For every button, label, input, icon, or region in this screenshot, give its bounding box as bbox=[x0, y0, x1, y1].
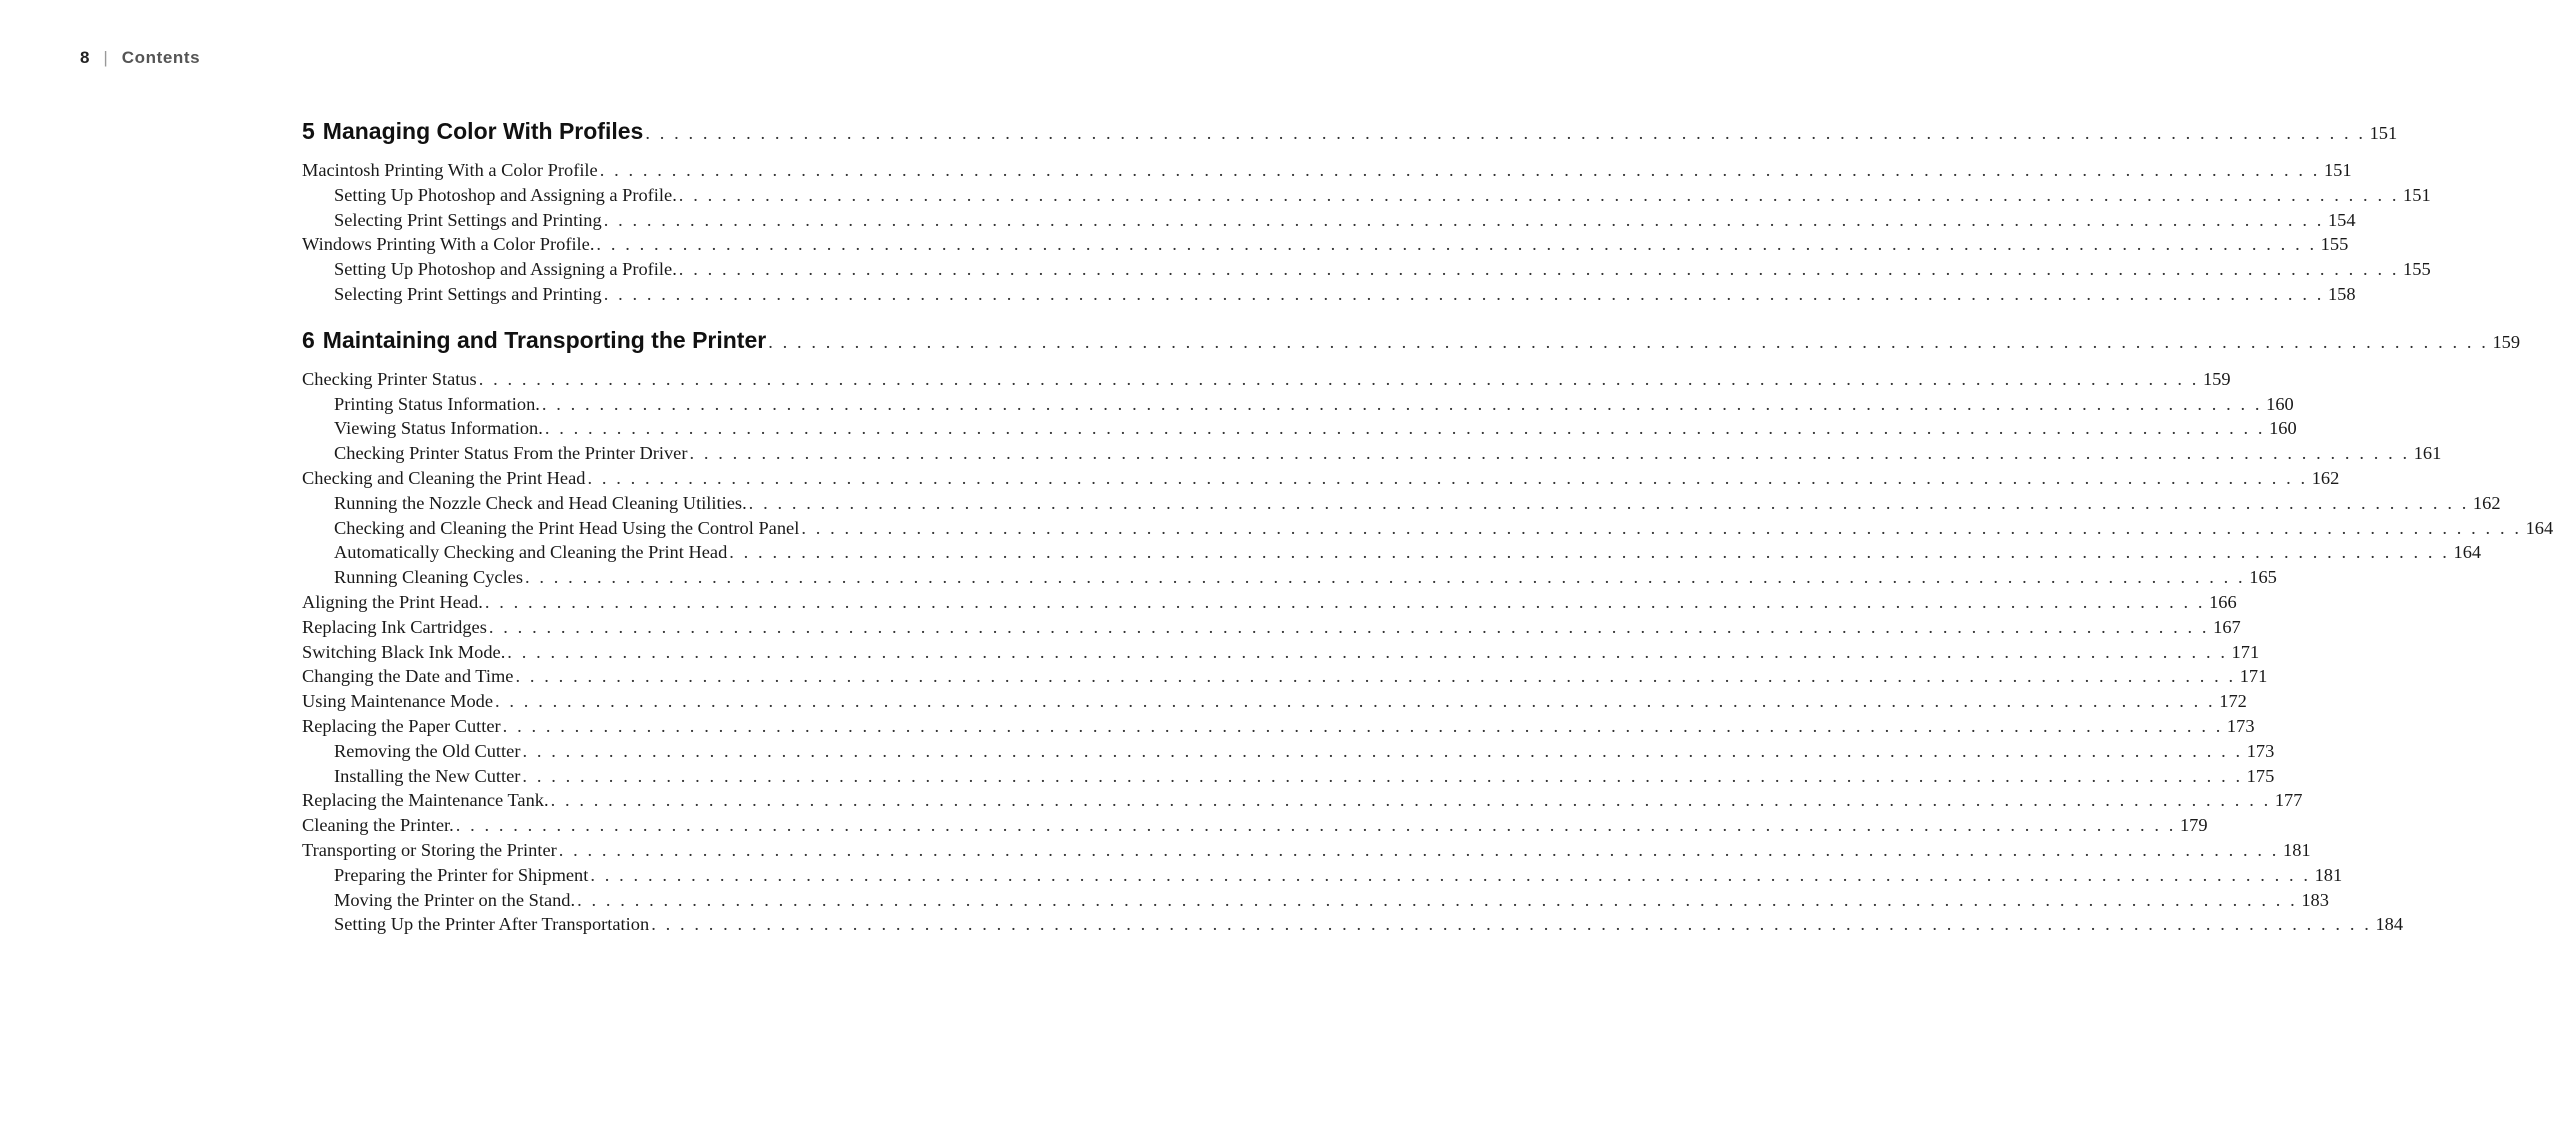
chapter-title bbox=[302, 327, 766, 354]
entry-label: Checking Printer Status bbox=[302, 368, 477, 389]
toc-subentry[interactable] bbox=[302, 209, 2356, 235]
entry-page-number: 167 bbox=[2213, 616, 2241, 637]
section-title: Contents bbox=[121, 48, 201, 67]
entry-page-number: 151 bbox=[2323, 160, 2352, 180]
entry-page-number: 154 bbox=[2327, 209, 2356, 230]
dot-leader: . . . . . . . . . . . . . . . . . . . . . . . . . . . . . . . . . . . . . . . . . . . . . . . . . . . . . . . . . . . . . . . . . . . . . . . . . . . . . . . . . . . . . . . . . . . . . . . . . . . . . . . . . . . . . . . . . . . . . . . . bbox=[603, 209, 2324, 230]
toc-subentry[interactable] bbox=[302, 259, 2431, 284]
entry-page-number: 162 bbox=[2472, 492, 2501, 513]
toc-entry[interactable] bbox=[302, 616, 2241, 642]
entry-label: Replacing Ink Cartridges bbox=[302, 616, 487, 637]
dot-leader: . . . . . . . . . . . . . . . . . . . . . . . . . . . . . . . . . . . . . . . . . . . . . . . . . . . . . . . . . . . . . . . . . . . . . . . . . . . . . . . . . . . . . . . . . . . . . . . . . . . . . . . . . . . . . . . . . . . . . . . . bbox=[678, 184, 2400, 205]
dot-leader: . . . . . . . . . . . . . . . . . . . . . . . . . . . . . . . . . . . . . . . . . . . . . . . . . . . . . . . . . . . . . . . . . . . . . . . . . . . . . . . . . . . . . . . . . . . . . . . . . . . . . . . . . . . . . . . . . . . . . . . . bbox=[577, 889, 2298, 910]
entry-label: Running Cleaning Cycles bbox=[334, 567, 523, 588]
toc-subentry[interactable] bbox=[302, 864, 2343, 890]
dot-leader: . . . . . . . . . . . . . . . . . . . . . . . . . . . . . . . . . . . . . . . . . . . . . . . . . . . . . . . . . . . . . . . . . . . . . . . . . . . . . . . . . . . . . . . . . . . . . . . . . . . . . . . . . . . . . . . . . . . . . . . . bbox=[525, 567, 2246, 588]
toc-subentry[interactable] bbox=[302, 443, 2442, 468]
toc-entry[interactable] bbox=[302, 666, 2268, 691]
running-head bbox=[80, 48, 200, 68]
entry-label: Windows Printing With a Color Profile. bbox=[302, 234, 595, 255]
entry-label: Installing the New Cutter bbox=[334, 765, 521, 786]
toc-subentry[interactable] bbox=[302, 889, 2329, 915]
entry-label: Automatically Checking and Cleaning the Print Head bbox=[334, 542, 728, 563]
entry-page-number: 151 bbox=[2403, 184, 2431, 205]
table-of-contents bbox=[302, 118, 2553, 939]
entry-page-number: 175 bbox=[2246, 765, 2275, 786]
dot-leader: . . . . . . . . . . . . . . . . . . . . . . . . . . . . . . . . . . . . . . . . . . . . . . . . . . . . . . . . . . . . . . . . . . . . . . . . . . . . . . . . . . . . . . . . . . . . . . . . . . . . . . . . . . . . . . . . . . . . . . . . bbox=[541, 393, 2263, 414]
dot-leader: . . . . . . . . . . . . . . . . . . . . . . . . . . . . . . . . . . . . . . . . . . . . . . . . . . . . . . . . . . . . . . . . . . . . . . . . . . . . . . . . . . . . . . . . . . . . . . . . . . . . . . . . . . . . . . . . . . . . . . . . bbox=[801, 517, 2522, 538]
toc-subentry[interactable] bbox=[302, 184, 2431, 210]
chapter-number: 6 bbox=[302, 326, 315, 353]
entry-label: Cleaning the Printer. bbox=[302, 815, 454, 836]
dot-leader: . . . . . . . . . . . . . . . . . . . . . . . . . . . . . . . . . . . . . . . . . . . . . . . . . . . . . . . . . . . . . . . . . . . . . . . . . . . . . . . . . . . . . . . . . . . . . . . . . . . . . . . . . . . . . . . . . . . . . . . . bbox=[599, 160, 2320, 180]
toc-subentry[interactable] bbox=[302, 418, 2297, 443]
entry-page-number: 171 bbox=[2239, 666, 2268, 687]
entry-page-number: 159 bbox=[2202, 368, 2231, 389]
entry-page-number: 183 bbox=[2301, 889, 2329, 910]
header-separator: | bbox=[103, 48, 109, 67]
entry-page-number: 177 bbox=[2274, 790, 2303, 811]
entry-page-number: 179 bbox=[2179, 815, 2208, 836]
chapter-title-text: Maintaining and Transporting the Printer bbox=[322, 326, 767, 353]
toc-subentry[interactable] bbox=[302, 740, 2275, 766]
entry-label: Switching Black Ink Mode. bbox=[302, 641, 506, 662]
entry-page-number: 184 bbox=[2375, 914, 2404, 935]
toc-subentry[interactable] bbox=[302, 542, 2482, 567]
entry-page-number: 181 bbox=[2283, 839, 2311, 860]
dot-leader: . . . . . . . . . . . . . . . . . . . . . . . . . . . . . . . . . . . . . . . . . . . . . . . . . . . . . . . . . . . . . . . . . . . . . . . . . . . . . . . . . . . . . . . . . . . . . . . . . . . . . . . . . . . . . . . . . . . . . . . . bbox=[689, 443, 2410, 464]
dot-leader: . . . . . . . . . . . . . . . . . . . . . . . . . . . . . . . . . . . . . . . . . . . . . . . . . . . . . . . . . . . . . . . . . . . . . . . . . . . . . . . . . . . . . . . . . . . . . . . . . . . . . . . . . . . . . . . . . . . . . . . . bbox=[544, 418, 2266, 439]
entry-page-number: 165 bbox=[2249, 567, 2277, 588]
entry-label: Replacing the Maintenance Tank. bbox=[302, 790, 549, 811]
entry-label: Viewing Status Information. bbox=[334, 418, 543, 439]
dot-leader: . . . . . . . . . . . . . . . . . . . . . . . . . . . . . . . . . . . . . . . . . . . . . . . . . . . . . . . . . . . . . . . . . . . . . . . . . . . . . . . . . . . . . . . . . . . . . . . . . . . . . . . . . . . . . . . . . . . . . . . . bbox=[651, 914, 2372, 935]
dot-leader: . . . . . . . . . . . . . . . . . . . . . . . . . . . . . . . . . . . . . . . . . . . . . . . . . . . . . . . . . . . . . . . . . . . . . . . . . . . . . . . . . . . . . . . . . . . . . . . . . . . . . . . . . . . . . . . . . . . . . . . . bbox=[678, 259, 2400, 280]
entry-label: Replacing the Paper Cutter bbox=[302, 715, 501, 736]
dot-leader: . . . . . . . . . . . . . . . . . . . . . . . . . . . . . . . . . . . . . . . . . . . . . . . . . . . . . . . . . . . . . . . . . . . . . . . . . . . . . . . . . . . . . . . . . . . . . . . . . . . . . . . . . . . . . . . . . . . . . . . . bbox=[495, 691, 2216, 712]
entry-label: Setting Up Photoshop and Assigning a Profile. bbox=[334, 184, 677, 205]
toc-subentry[interactable] bbox=[302, 492, 2501, 518]
toc-entry[interactable] bbox=[302, 234, 2349, 259]
entry-label: Moving the Printer on the Stand. bbox=[334, 889, 576, 910]
entry-page-number: 155 bbox=[2403, 259, 2431, 280]
toc-entry[interactable] bbox=[302, 641, 2260, 667]
toc-entry[interactable] bbox=[302, 368, 2231, 394]
toc-entry[interactable] bbox=[302, 591, 2237, 617]
toc-entry[interactable] bbox=[302, 715, 2255, 741]
dot-leader: . . . . . . . . . . . . . . . . . . . . . . . . . . . . . . . . . . . . . . . . . . . . . . . . . . . . . . . . . . . . . . . . . . . . . . . . . . . . . . . . . . . . . . . . . . . . . . . . . . . . . . . . . . . . . . . . . . . . . . . . bbox=[507, 641, 2228, 662]
entry-page-number: 161 bbox=[2413, 443, 2442, 464]
toc-entry[interactable] bbox=[302, 691, 2247, 716]
chapter-heading[interactable] bbox=[302, 118, 2398, 154]
dot-leader: . . . . . . . . . . . . . . . . . . . . . . . . . . . . . . . . . . . . . . . . . . . . . . . . . . . . . . . . . . . . . . . . . . . . . . . . . . . . . . . . . . . . . . . . . . . . . . . . . . . . . . . . . . . . . . . . . . . . . . . . bbox=[455, 815, 2176, 836]
chapter-heading[interactable] bbox=[302, 326, 2521, 363]
entry-label: Macintosh Printing With a Color Profile bbox=[302, 160, 598, 180]
toc-subentry[interactable] bbox=[302, 517, 2553, 543]
toc-entry[interactable] bbox=[302, 815, 2208, 840]
entry-label: Checking and Cleaning the Print Head bbox=[302, 467, 586, 488]
dot-leader: . . . . . . . . . . . . . . . . . . . . . . . . . . . . . . . . . . . . . . . . . . . . . . . . . . . . . . . . . . . . . . . . . . . . . . . . . . . . . . . . . . . . . . . . . . . . . . . . . . . . . . . . . . . . . . . . . . . . . . . . bbox=[522, 765, 2243, 786]
dot-leader: . . . . . . . . . . . . . . . . . . . . . . . . . . . . . . . . . . . . . . . . . . . . . . . . . . . . . . . . . . . . . . . . . . . . . . . . . . . . . . . . . . . . . . . . . . . . . . . . . . . . . . . . . . . . . . . . . . . . . . . . bbox=[590, 864, 2311, 885]
toc-subentry[interactable] bbox=[302, 393, 2294, 419]
entry-label: Setting Up the Printer After Transportation bbox=[334, 914, 650, 935]
entry-page-number: 166 bbox=[2209, 591, 2237, 612]
toc-subentry[interactable] bbox=[302, 567, 2277, 592]
dot-leader: . . . . . . . . . . . . . . . . . . . . . . . . . . . . . . . . . . . . . . . . . . . . . . . . . . . . . . . . . . . . . . . . . . . . . . . . . . . . . . . . . . . . . . . . . . . . . . . . . . . . . . . . . . . . . . . . . . . . . . . . bbox=[558, 839, 2279, 860]
entry-page-number: 164 bbox=[2453, 542, 2482, 563]
entry-label: Checking Printer Status From the Printer Driver bbox=[334, 443, 688, 464]
entry-page-number: 155 bbox=[2320, 234, 2349, 255]
dot-leader: . . . . . . . . . . . . . . . . . . . . . . . . . . . . . . . . . . . . . . . . . . . . . . . . . . . . . . . . . . . . . . . . . . . . . . . . . . . . . . . . . . . . . . . . . . . . . . . . . . . . . . . . . . . . . . . . . . . . . . . . bbox=[502, 715, 2223, 736]
entry-label: Changing the Date and Time bbox=[302, 666, 514, 687]
chapter-title-text: Managing Color With Profiles bbox=[322, 118, 644, 144]
entry-label: Preparing the Printer for Shipment bbox=[334, 864, 589, 885]
toc-entry[interactable] bbox=[302, 839, 2311, 865]
toc-entry[interactable] bbox=[302, 790, 2303, 815]
entry-label: Checking and Cleaning the Print Head Using the Control Panel bbox=[334, 517, 800, 538]
entry-page-number: 173 bbox=[2246, 740, 2275, 761]
dot-leader: . . . . . . . . . . . . . . . . . . . . . . . . . . . . . . . . . . . . . . . . . . . . . . . . . . . . . . . . . . . . . . . . . . . . . . . . . . . . . . . . . . . . . . . . . . . . . . . . . . . . . . . . . . . . . . . . . . . . . . . . bbox=[596, 234, 2317, 255]
entry-page-number: 171 bbox=[2231, 641, 2260, 662]
dot-leader: . . . . . . . . . . . . . . . . . . . . . . . . . . . . . . . . . . . . . . . . . . . . . . . . . . . . . . . . . . . . . . . . . . . . . . . . . . . . . . . . . . . . . . . . . . . . . . . . . . . . . . . . . . . . . . . . . . . . . . . . bbox=[729, 542, 2450, 563]
entry-page-number: 181 bbox=[2314, 864, 2343, 885]
entry-label: Aligning the Print Head. bbox=[302, 591, 483, 612]
dot-leader: . . . . . . . . . . . . . . . . . . . . . . . . . . . . . . . . . . . . . . . . . . . . . . . . . . . . . . . . . . . . . . . . . . . . . . . . . . . . . . . . . . . . . . . . . . . . . . . . . . . . . . . . . . . . . . . . . . . . . . . . bbox=[515, 666, 2236, 687]
entry-page-number: 162 bbox=[2311, 467, 2340, 488]
chapter-title bbox=[302, 118, 643, 145]
toc-subentry[interactable] bbox=[302, 914, 2404, 939]
chapter-page-number: 151 bbox=[2369, 123, 2398, 143]
dot-leader: . . . . . . . . . . . . . . . . . . . . . . . . . . . . . . . . . . . . . . . . . . . . . . . . . . . . . . . . . . . . . . . . . . . . . . . . . . . . . . . . . . . . . . . . . . . . . . . . . . . . . . . . . . . . . . . . . . . . . . . . bbox=[603, 283, 2324, 304]
dot-leader: . . . . . . . . . . . . . . . . . . . . . . . . . . . . . . . . . . . . . . . . . . . . . . . . . . . . . . . . . . . . . . . . . . . . . . . . . . . . . . . . . . . . . . . . . . . . . . . . . . . . . . . . . . . . . . . . . . . . . . . . bbox=[484, 591, 2206, 612]
entry-page-number: 160 bbox=[2269, 418, 2297, 439]
entry-label: Selecting Print Settings and Printing bbox=[334, 283, 602, 304]
entry-label: Transporting or Storing the Printer bbox=[302, 839, 557, 860]
entry-page-number: 172 bbox=[2219, 691, 2247, 712]
toc-entry[interactable] bbox=[302, 160, 2352, 185]
entry-label: Using Maintenance Mode bbox=[302, 691, 494, 712]
entry-label: Removing the Old Cutter bbox=[334, 740, 521, 761]
toc-subentry[interactable] bbox=[302, 765, 2275, 791]
entry-label: Printing Status Information. bbox=[334, 393, 540, 414]
dot-leader: . . . . . . . . . . . . . . . . . . . . . . . . . . . . . . . . . . . . . . . . . . . . . . . . . . . . . . . . . . . . . . . . . . . . . . . . . . . . . . . . . . . . . . . . . . . . . . . . . . . . . . . . . . . . . . . . . . . . . . . . bbox=[748, 492, 2469, 513]
dot-leader: . . . . . . . . . . . . . . . . . . . . . . . . . . . . . . . . . . . . . . . . . . . . . . . . . . . . . . . . . . . . . . . . . . . . . . . . . . . . . . . . . . . . . . . . . . . . . . . . . . . . . . . . . . . . . . . . . . . . . . . . bbox=[488, 616, 2210, 637]
entry-page-number: 164 bbox=[2525, 517, 2553, 538]
entry-label: Selecting Print Settings and Printing bbox=[334, 209, 602, 230]
entry-label: Running the Nozzle Check and Head Cleaning Utilities. bbox=[334, 492, 747, 513]
chapter-number: 5 bbox=[302, 118, 315, 144]
chapter-page-number: 159 bbox=[2492, 331, 2521, 352]
page-number: 8 bbox=[80, 48, 91, 67]
dot-leader: . . . . . . . . . . . . . . . . . . . . . . . . . . . . . . . . . . . . . . . . . . . . . . . . . . . . . . . . . . . . . . . . . . . . . . . . . . . . . . . . . . . . . . . . . . . . . . . . . . . . . . . . . . . . . . . . . . . . . . . . bbox=[587, 467, 2308, 488]
dot-leader: . . . . . . . . . . . . . . . . . . . . . . . . . . . . . . . . . . . . . . . . . . . . . . . . . . . . . . . . . . . . . . . . . . . . . . . . . . . . . . . . . . . . . . . . . . . . . . . . . . . . . . . . . . . . . . . . . . . . . . . . bbox=[768, 331, 2489, 352]
dot-leader: . . . . . . . . . . . . . . . . . . . . . . . . . . . . . . . . . . . . . . . . . . . . . . . . . . . . . . . . . . . . . . . . . . . . . . . . . . . . . . . . . . . . . . . . . . . . . . . . . . . . . . . . . . . . . . . . . . . . . . . . bbox=[645, 123, 2366, 143]
entry-page-number: 158 bbox=[2327, 283, 2356, 304]
entry-label: Setting Up Photoshop and Assigning a Profile. bbox=[334, 259, 677, 280]
dot-leader: . . . . . . . . . . . . . . . . . . . . . . . . . . . . . . . . . . . . . . . . . . . . . . . . . . . . . . . . . . . . . . . . . . . . . . . . . . . . . . . . . . . . . . . . . . . . . . . . . . . . . . . . . . . . . . . . . . . . . . . . bbox=[550, 790, 2271, 811]
dot-leader: . . . . . . . . . . . . . . . . . . . . . . . . . . . . . . . . . . . . . . . . . . . . . . . . . . . . . . . . . . . . . . . . . . . . . . . . . . . . . . . . . . . . . . . . . . . . . . . . . . . . . . . . . . . . . . . . . . . . . . . . bbox=[478, 368, 2199, 389]
toc-subentry[interactable] bbox=[302, 283, 2356, 309]
entry-page-number: 160 bbox=[2266, 393, 2294, 414]
dot-leader: . . . . . . . . . . . . . . . . . . . . . . . . . . . . . . . . . . . . . . . . . . . . . . . . . . . . . . . . . . . . . . . . . . . . . . . . . . . . . . . . . . . . . . . . . . . . . . . . . . . . . . . . . . . . . . . . . . . . . . . . bbox=[522, 740, 2243, 761]
entry-page-number: 173 bbox=[2226, 715, 2255, 736]
toc-entry[interactable] bbox=[302, 467, 2340, 493]
